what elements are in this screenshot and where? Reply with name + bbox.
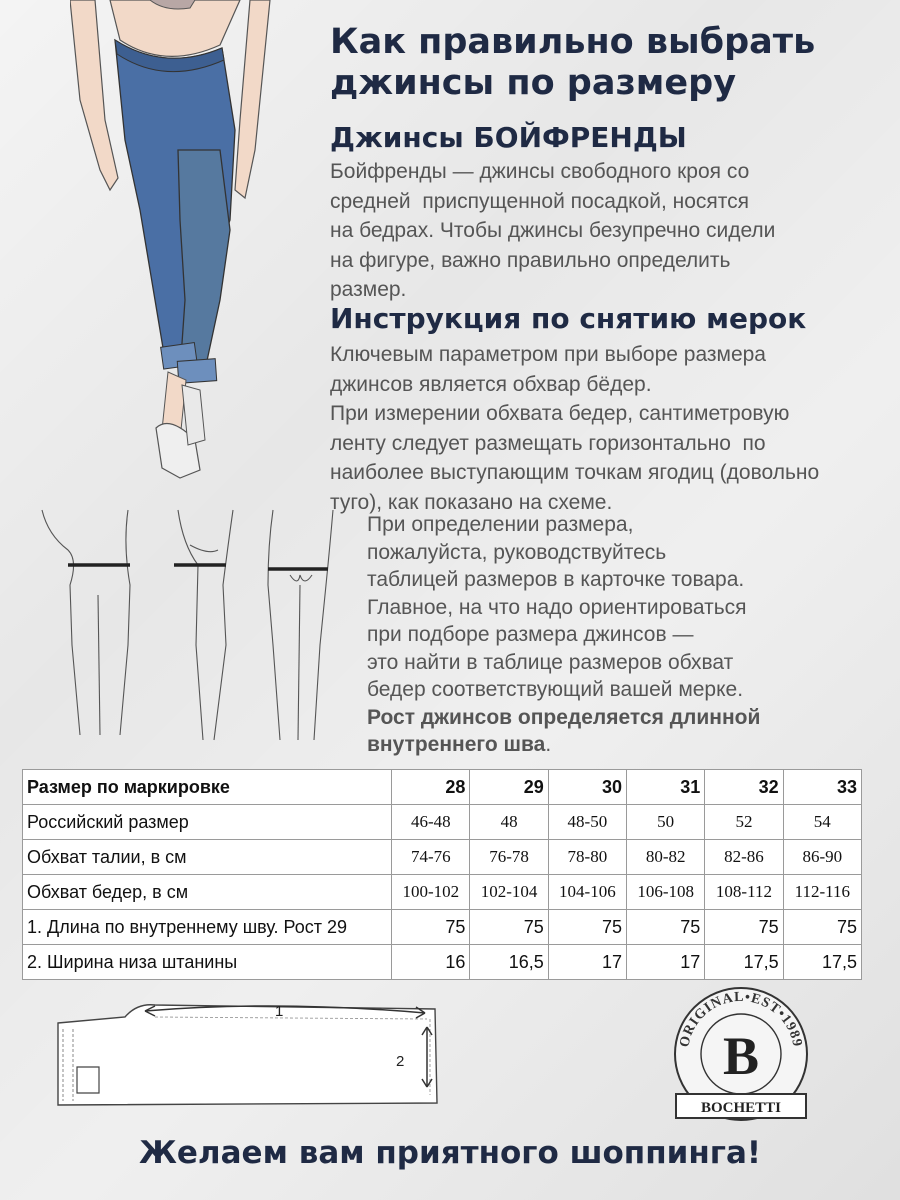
table-cell: 17,5: [705, 945, 783, 980]
text-line: на бедрах. Чтобы джинсы безупречно сидели: [330, 219, 776, 242]
table-cell: 17,5: [783, 945, 861, 980]
table-cell: 82-86: [705, 840, 783, 875]
row-label: Обхват талии, в см: [23, 840, 392, 875]
table-cell: 104-106: [548, 875, 626, 910]
text-line: при подборе размера джинсов —: [367, 623, 694, 646]
text-line: Главное, на что надо ориентироваться: [367, 595, 747, 619]
table-cell: 54: [783, 805, 861, 840]
hip-measurement-diagram: [28, 505, 348, 755]
table-cell: 108-112: [705, 875, 783, 910]
text-line: При определении размера,: [367, 513, 634, 536]
table-cell: 17: [627, 945, 705, 980]
table-cell: 112-116: [783, 875, 861, 910]
table-header-row: [23, 770, 862, 805]
length-label: 1: [275, 1003, 284, 1020]
text-line: пожалуйста, руководствуйтесь: [367, 540, 667, 564]
row-label: Российский размер: [23, 805, 392, 840]
table-cell: 46-48: [392, 805, 470, 840]
table-cell: 50: [627, 805, 705, 840]
section-heading-measurement: Инструкция по снятию мерок: [330, 302, 807, 335]
table-cell: 102-104: [470, 875, 548, 910]
table-cell: 75: [392, 910, 470, 945]
text-line: это найти в таблице размеров обхват: [367, 650, 734, 674]
table-cell: 80-82: [627, 840, 705, 875]
table-header-cell: 31: [627, 770, 705, 805]
section-heading-boyfriends: Джинсы БОЙФРЕНДЫ: [330, 121, 687, 154]
model-illustration: [70, 0, 330, 500]
text-period: .: [545, 733, 552, 756]
text-line: бедер соответствующий вашей мерке.: [367, 678, 744, 701]
logo-brand: BOCHETTI: [700, 1100, 782, 1116]
table-cell: 78-80: [548, 840, 626, 875]
text-line: Бойфренды — джинсы свободного кроя со: [330, 160, 750, 183]
text-line: размер.: [330, 278, 407, 301]
width-label: 2: [396, 1053, 405, 1070]
logo-letter: B: [722, 1026, 760, 1086]
table-header-cell: 29: [470, 770, 548, 805]
table-header-cell: 30: [548, 770, 626, 805]
section-text-measurement: [330, 340, 819, 517]
table-cell: 106-108: [627, 875, 705, 910]
table-cell: 75: [470, 910, 548, 945]
table-cell: 100-102: [392, 875, 470, 910]
table-cell: 75: [705, 910, 783, 945]
size-table: [22, 769, 862, 980]
table-cell: 52: [705, 805, 783, 840]
text-line: Ключевым параметром при выборе размера: [330, 343, 766, 366]
text-line: на фигуре, важно правильно определить: [330, 248, 731, 272]
bochetti-logo: [666, 984, 816, 1122]
table-header-label: Размер по маркировке: [23, 770, 392, 805]
table-cell: 48-50: [548, 805, 626, 840]
bold-text-line: Рост джинсов определяется длинной: [367, 705, 761, 729]
jeans-leg-diagram: [55, 995, 445, 1115]
text-line: наиболее выступающим точкам ягодиц (довольно: [330, 461, 820, 484]
table-cell: 76-78: [470, 840, 548, 875]
table-cell: 48: [470, 805, 548, 840]
table-cell: 75: [627, 910, 705, 945]
row-label: Обхват бедер, в см: [23, 875, 392, 910]
bold-text-line: внутреннего шва: [367, 733, 546, 756]
table-cell: 16,5: [470, 945, 548, 980]
table-row: [23, 945, 862, 980]
table-row: [23, 910, 862, 945]
logo-arc-text: ORIGINAL•EST•1989: [677, 989, 805, 1049]
row-label: 1. Длина по внутреннему шву. Рост 29: [23, 910, 392, 945]
section-text-size-guide: [367, 511, 760, 759]
section-text-boyfriends: [330, 157, 775, 305]
title-line-2: джинсы по размеру: [330, 63, 737, 103]
table-cell: 17: [548, 945, 626, 980]
table-header-cell: 33: [783, 770, 861, 805]
footer-message: Желаем вам приятного шоппинга!: [138, 1135, 762, 1171]
table-header-cell: 32: [705, 770, 783, 805]
table-row: [23, 805, 862, 840]
text-line: При измерении обхвата бедер, сантиметровую: [330, 402, 790, 425]
table-cell: 16: [392, 945, 470, 980]
text-line: туго), как показано на схеме.: [330, 490, 613, 514]
table-row: [23, 875, 862, 910]
row-label: 2. Ширина низа штанины: [23, 945, 392, 980]
table-cell: 86-90: [783, 840, 861, 875]
table-cell: 74-76: [392, 840, 470, 875]
text-line: ленту следует размещать горизонтально по: [330, 431, 766, 455]
text-line: средней приспущенной посадкой, носятся: [330, 189, 750, 213]
title-line-1: Как правильно выбрать: [330, 22, 816, 62]
text-line: джинсов является обхвар бёдер.: [330, 372, 652, 396]
page-title: [330, 22, 890, 104]
table-header-cell: 28: [392, 770, 470, 805]
table-cell: 75: [783, 910, 861, 945]
text-line: таблицей размеров в карточке товара.: [367, 568, 745, 591]
table-row: [23, 840, 862, 875]
table-cell: 75: [548, 910, 626, 945]
